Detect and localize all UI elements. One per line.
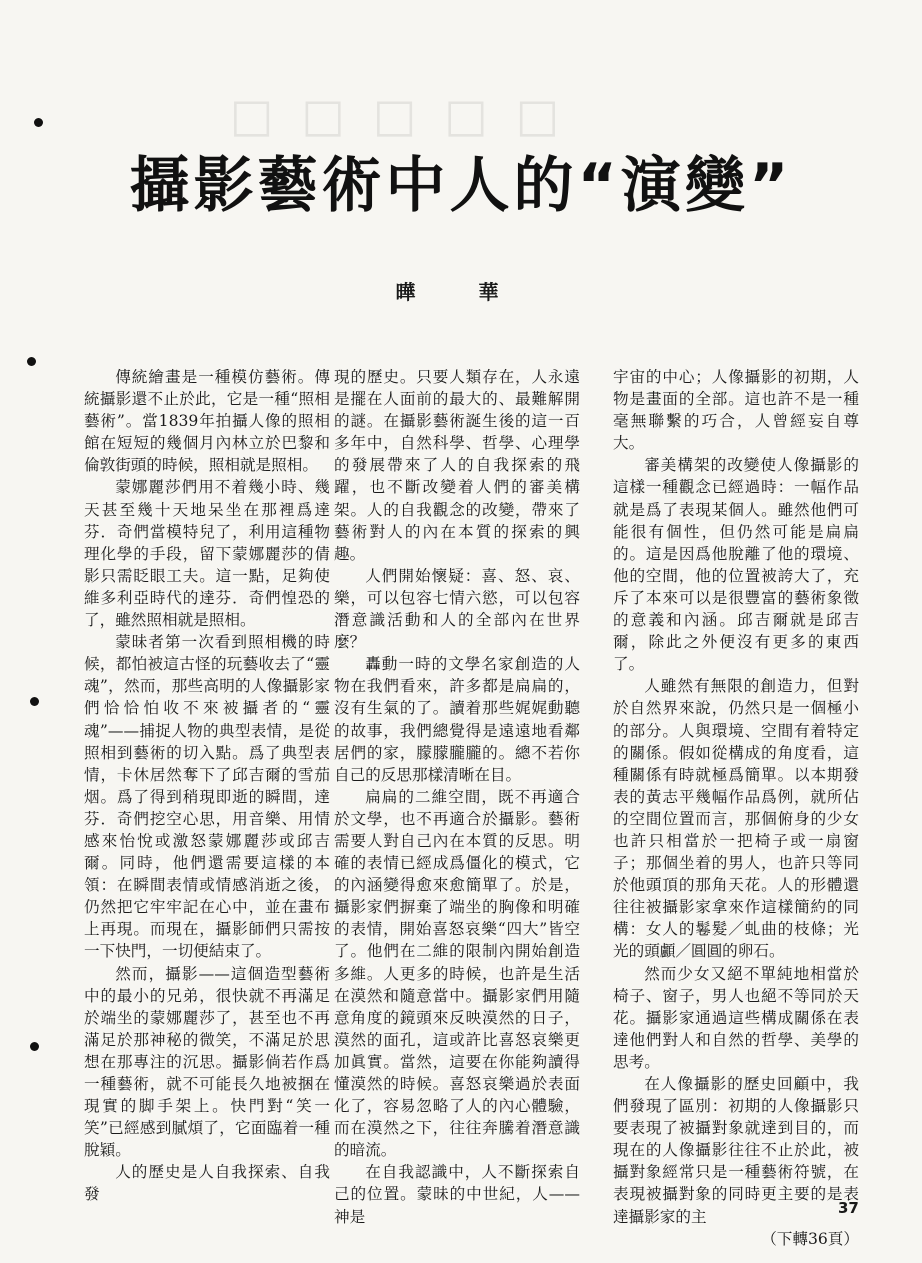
paragraph: 人雖然有無限的創造力，但對於自然界來說，仍然只是一個極小的部分。人與環境、空間有着特定的關係。假如從構成的角度看，這種關係有時就極爲簡單。以本期發表的黃志平幾幅作品爲例，就所佔的空間位置而言，那個俯身的少女也許只相當於一把椅子或一扇窗子；那個坐着的男人，也許只等同於他頭頂的那角天花。人的形體還往往被攝影家拿來作這樣簡約的同構：女人的鬈髮／虬曲的枝條；光光的頭顱／圓圓的卵石。 <box>613 677 859 961</box>
punch-hole <box>30 697 39 706</box>
paragraph: 在自我認識中，人不斷探索自己的位置。蒙昧的中世紀，人——神是 <box>334 1163 580 1226</box>
paragraph: 扁扁的二維空間，既不再適合於文學，也不再適合於攝影。藝術需要人對自己內在本質的反思。明確的表情已經成爲僵化的模式，它的內涵變得愈來愈簡單了。於是，攝影家們摒棄了端坐的胸像和明確的表情，開始喜怒哀樂“四大”皆空了。他們在二維的限制內開始創造多維。人更多的時候，也許是生活在漠然和隨意當中。攝影家們用隨意角度的鏡頭來反映漠然的日子，漠然的面孔，這或許比喜怒哀樂更加眞實。當然，這要在你能夠讀得懂漠然的時候。喜怒哀樂過於表面化了，容易忽略了人的內心體驗，而在漠然之下，往往奔騰着潛意識的暗流。 <box>334 787 580 1160</box>
paragraph: 然而，攝影——這個造型藝術中的最小的兄弟，很快就不再滿足於端坐的蒙娜麗莎了，甚至也不再滿足於那神秘的微笑，不滿足於思想在那專注的沉思。攝影倘若作爲一種藝術，就不可能長久地被捆在現實的脚手架上。快門對“笑一笑”已經感到膩煩了，它面臨着一種脫穎。 <box>84 964 330 1160</box>
punch-hole <box>30 1042 39 1051</box>
page-title: 攝影藝術中人的“演變” <box>129 151 793 221</box>
article-column-1 <box>84 366 330 1206</box>
paragraph: 傳統繪畫是一種模仿藝術。傳統攝影還不止於此，它是一種“照相藝術”。當1839年拍攝人像的照相館在短短的幾個月內林立於巴黎和倫敦街頭的時候，照相就是照相。 <box>84 368 330 475</box>
author-byline: 曄 華 <box>395 280 527 304</box>
paragraph: 現的歷史。只要人類存在，人永遠是擺在人面前的最大的、最難解開的謎。在攝影藝術誕生後的這一百多年中，自然科學、哲學、心理學的發展帶來了人的自我探索的飛躍，也不斷改變着人們的審美構架。人的自我觀念的改變，帶來了藝術對人的內在本質的探索的興趣。 <box>334 368 580 563</box>
paragraph: 審美構架的改變使人像攝影的這樣一種觀念已經過時：一幅作品就是爲了表現某個人。雖然他們可能很有個性，但仍然可能是扁扁的。這是因爲他脫離了他的環境、他的空間，他的位置被誇大了，充斥了本來可以是很豐富的藝術象徵的意義和內涵。邱吉爾就是邱吉爾，除此之外便沒有更多的東西了。 <box>613 456 859 674</box>
show-through-text: □ □ □ □ □ <box>230 88 566 142</box>
paragraph: 蒙娜麗莎們用不着幾小時、幾天甚至幾十天地呆坐在那裡爲達芬．奇們當模特兒了，利用這種物理化學的手段，留下蒙娜麗莎的倩影只需眨眼工夫。這一點，足夠使維多利亞時代的達芬．奇們惶恐的了，雖然照相就是照相。 <box>84 478 330 630</box>
punch-hole <box>34 118 43 127</box>
paragraph: 然而少女又絕不單純地相當於椅子、窗子，男人也絕不等同於天花。攝影家通過這些構成關係在表達他們對人和自然的哲學、美學的思考。 <box>613 964 859 1071</box>
paragraph: 在人像攝影的歷史回顧中，我們發現了區別：初期的人像攝影只要表現了被攝對象就達到目的，而現在的人像攝影往往不止於此，被攝對象經常只是一種藝術符號，在表現被攝對象的同時更主要的是表達攝影家的主 <box>613 1075 859 1226</box>
article-column-3 <box>613 366 859 1250</box>
paragraph: 宇宙的中心；人像攝影的初期，人物是畫面的全部。這也許不是一種毫無聯繫的巧合，人曾經妄自尊大。 <box>613 368 859 453</box>
paragraph: 人的歷史是人自我探索、自我發 <box>84 1163 330 1204</box>
paragraph: 蒙昧者第一次看到照相機的時候，都怕被這古怪的玩藝收去了“靈魂”，然而，那些高明的人像攝影家們恰恰怕收不來被攝者的“靈魂”——捕捉人物的典型表情，是從照相到藝術的切入點。爲了典型表情，卡休居然奪下了邱吉爾的雪茄烟。爲了得到稍現即逝的瞬間，達芬．奇們挖空心思，用音樂、用情感來怡悅或激怒蒙娜麗莎或邱吉爾。同時，他們還需要這樣的本領：在瞬間表情或情感消逝之後，仍然把它牢牢記在心中，並在畫布上再現。而現在，攝影師們只需按一下快門，一切便結束了。 <box>84 633 330 961</box>
punch-hole <box>27 357 36 366</box>
continued-note: （下轉36頁） <box>761 1229 859 1248</box>
page-number: 37 <box>838 1199 859 1217</box>
paragraph: 轟動一時的文學名家創造的人物在我們看來，許多都是扁扁的，沒有生氣的了。讀着那些娓娓動聽的故事，我們總覺得是遠遠地看鄰居們的家，朦朦朧朧的。總不若你自己的反思那樣清晰在目。 <box>334 655 580 784</box>
article-column-2 <box>334 366 580 1228</box>
paragraph: 人們開始懷疑：喜、怒、哀、樂，可以包容七情六慾，可以包容潛意識活動和人的全部內在世界麼？ <box>334 566 580 652</box>
